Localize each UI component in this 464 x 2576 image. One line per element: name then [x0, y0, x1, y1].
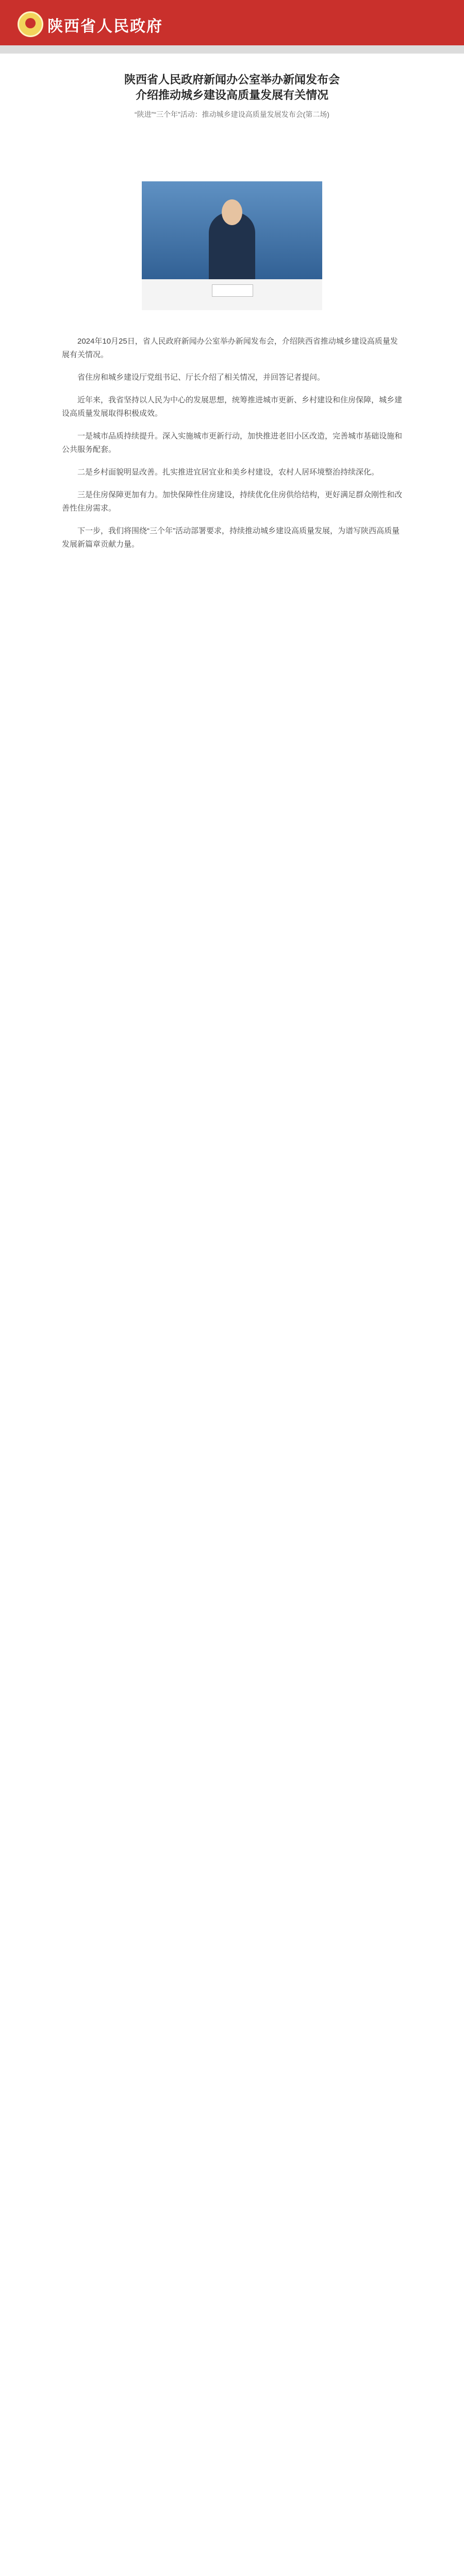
site-title[interactable]: 陕西省人民政府: [47, 18, 163, 35]
photo-name-plate: [212, 284, 253, 297]
article-title: [62, 72, 402, 103]
article-body: [62, 335, 402, 561]
article-title-line-2: 介绍推动城乡建设高质量发展有关情况: [135, 89, 328, 101]
article-paragraph: 二是乡村面貌明显改善。扎实推进宜居宜业和美乡村建设，农村人居环境整治持续深化。: [77, 468, 379, 477]
article-paragraph: 一是城市品质持续提升。深入实施城市更新行动，加快推进老旧小区改造，完善城市基础设施和公共服务配套。: [62, 432, 403, 454]
header-divider: [0, 45, 464, 54]
article-paragraph: 省住房和城乡建设厅党组书记、厅长介绍了相关情况，并回答记者提问。: [77, 373, 325, 382]
article-paragraph: 近年来，我省坚持以人民为中心的发展思想，统筹推进城市更新、乡村建设和住房保障，城乡建设高质量发展取得积极成效。: [62, 396, 403, 418]
government-emblem-icon[interactable]: [18, 11, 43, 37]
article-header: [62, 72, 402, 120]
article-paragraph: 三是住房保障更加有力。加快保障性住房建设，持续优化住房供给结构，更好满足群众刚性和改善性住房需求。: [62, 490, 403, 513]
photo-speaker-head: [222, 199, 242, 225]
press-conference-photo: [142, 181, 322, 310]
article-title-line-1: 陕西省人民政府新闻办公室举办新闻发布会: [124, 73, 340, 86]
site-header: [0, 0, 464, 45]
article-meta: “陕进”“三个年”活动：推动城乡建设高质量发展发布会(第二场): [135, 110, 329, 118]
article-paragraph: 下一步，我们将围绕“三个年”活动部署要求，持续推动城乡建设高质量发展，为谱写陕西高质量发展新篇章贡献力量。: [62, 527, 400, 549]
article-paragraph: 2024年10月25日，省人民政府新闻办公室举办新闻发布会，介绍陕西省推动城乡建设高质量发展有关情况。: [62, 337, 398, 359]
